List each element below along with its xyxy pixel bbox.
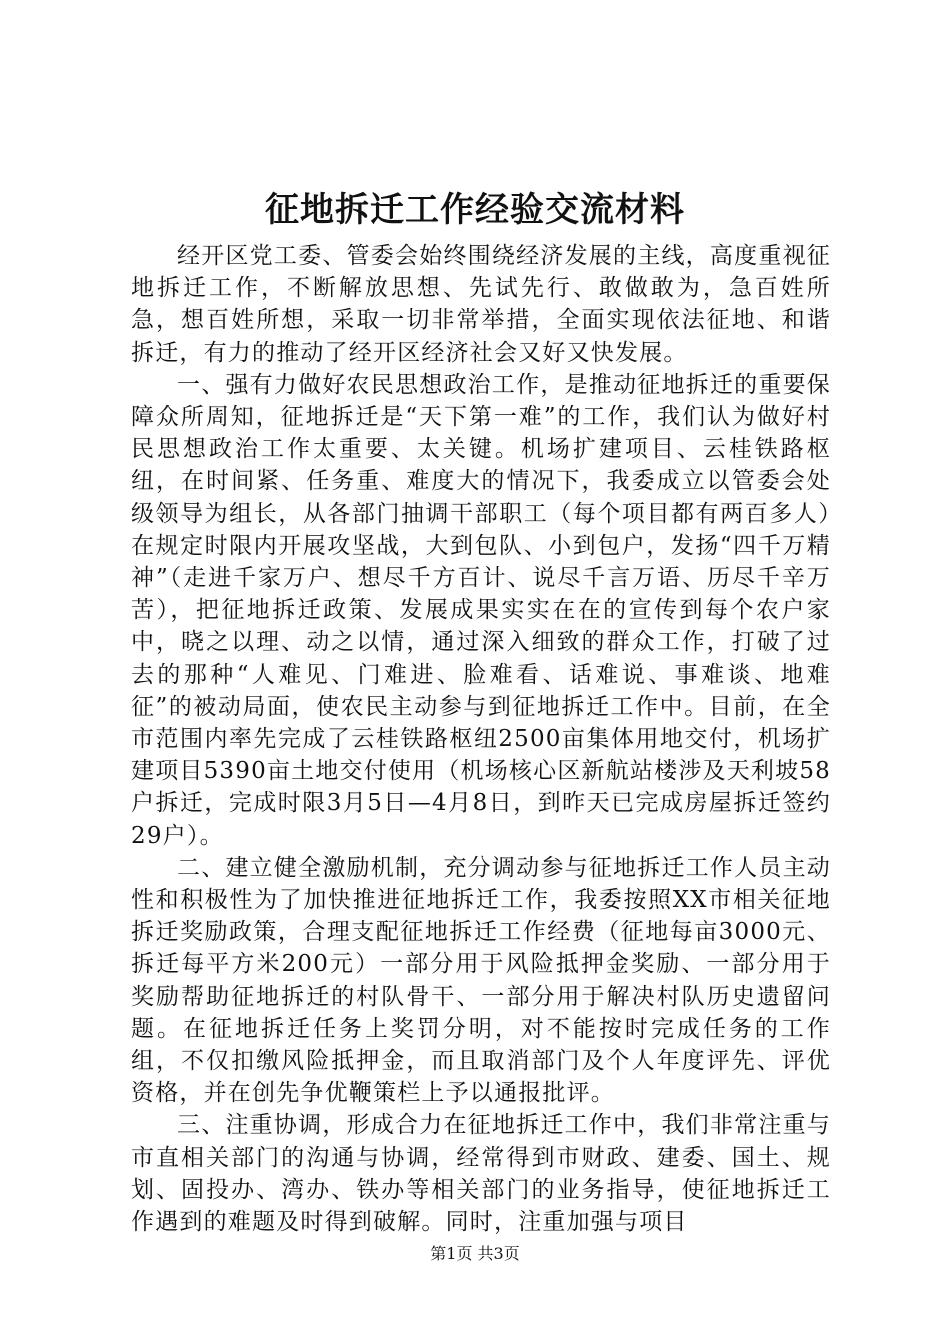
document-title: 征地拆迁工作经验交流材料 (265, 190, 685, 230)
paragraph-section-2: 二、建立健全激励机制，充分调动参与征地拆迁工作人员主动性和积极性为了加快推进征地拆迁工作，我委按照XX市相关征地拆迁奖励政策，合理支配征地拆迁工作经费（征地每亩3000元、拆迁每平方米200元）一部分用于风险抵押金奖励、一部分用于奖励帮助征地拆迁的村队骨干、一部分用于解决村队历史遗留问题。在征地拆迁任务上奖罚分明，对不能按时完成任务的工作组，不仅扣缴风险抵押金，而且取消部门及个人年度评先、评优资格，并在创先争优鞭策栏上予以通报批评。 (131, 854, 831, 1107)
paragraph-intro: 经开区党工委、管委会始终围绕经济发展的主线，高度重视征地拆迁工作，不断解放思想、先试先行、敢做敢为，急百姓所急，想百姓所想，采取一切非常举措，全面实现依法征地、和谐拆迁，有力的推动了经开区经济社会又好又快发展。 (131, 243, 831, 366)
paragraph-section-3: 三、注重协调，形成合力在征地拆迁工作中，我们非常注重与市直相关部门的沟通与协调，经常得到市财政、建委、国土、规划、固投办、湾办、铁办等相关部门的业务指导，使征地拆迁工作遇到的难题及时得到破解。同时，注重加强与项目 (131, 1112, 831, 1236)
paragraph-section-1: 一、强有力做好农民思想政治工作，是推动征地拆迁的重要保障众所周知，征地拆迁是“天下第一难”的工作，我们认为做好村民思想政治工作太重要、太关键。机场扩建项目、云桂铁路枢纽，在时间紧、任务重、难度大的情况下，我委成立以管委会处级领导为组长，从各部门抽调干部职工（每个项目都有两百多人）在规定时限内开展攻坚战，大到包队、小到包户，发扬“四千万精神”（走进千家万户、想尽千方百计、说尽千言万语、历尽千辛万苦），把征地拆迁政策、发展成果实实在在的宣传到每个农户家中，晓之以理、动之以情，通过深入细致的群众工作，打破了过去的那种“人难见、门难进、脸难看、话难说、事难谈、地难征”的被动局面，使农民主动参与到征地拆迁工作中。目前，在全市范围内率先完成了云桂铁路枢纽2500亩集体用地交付，机场扩建项目5390亩土地交付使用（机场核心区新航站楼涉及天利坡58户拆迁，完成时限3月5日—4月8日，到昨天已完成房屋拆迁签约29户）。 (131, 371, 831, 849)
document-body (131, 240, 831, 1238)
page-number-footer: 第1页 共3页 (430, 1244, 520, 1263)
